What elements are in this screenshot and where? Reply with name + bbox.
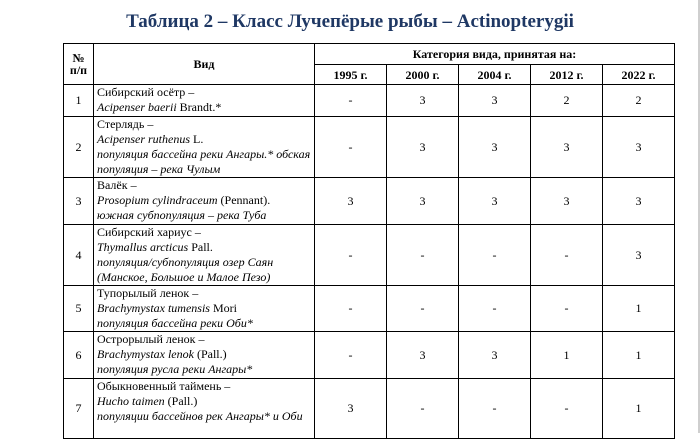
latin-name: Acipenser ruthenus	[97, 132, 190, 146]
population-note: популяция русла реки Ангары*	[97, 362, 253, 376]
category-value: -	[531, 379, 603, 439]
latin-name: Acipenser baerii	[97, 100, 177, 114]
species-name: Сибирский осётр –	[97, 85, 195, 99]
category-value: 3	[459, 117, 531, 178]
category-value: -	[459, 286, 531, 332]
table-row	[64, 178, 675, 225]
category-value: -	[315, 117, 387, 178]
category-value: 1	[603, 332, 675, 379]
author-name: (Pennant).	[217, 193, 271, 207]
species-cell	[94, 286, 315, 332]
category-value: 3	[387, 332, 459, 379]
species-name: Сибирский хариус –	[97, 225, 201, 239]
category-value: 1	[603, 286, 675, 332]
category-value: 3	[387, 117, 459, 178]
category-value: 2	[603, 85, 675, 117]
species-table	[63, 43, 675, 439]
species-cell	[94, 379, 315, 439]
row-number: 6	[64, 332, 94, 379]
row-number: 2	[64, 117, 94, 178]
category-value: -	[459, 379, 531, 439]
category-value: -	[387, 379, 459, 439]
header-year: 1995 г.	[315, 65, 387, 85]
header-category: Категория вида, принятая на:	[315, 44, 675, 65]
category-value: 1	[603, 379, 675, 439]
population-note: популяция/субпопуляция озер Саян (Манское, Большое и Малое Пезо)	[97, 255, 274, 284]
table-body	[64, 85, 675, 439]
table-row	[64, 85, 675, 117]
row-number: 5	[64, 286, 94, 332]
header-number: № п/п	[64, 44, 94, 85]
species-cell	[94, 178, 315, 225]
header-year: 2000 г.	[387, 65, 459, 85]
category-value: 1	[531, 332, 603, 379]
species-name: Стерлядь –	[97, 117, 154, 131]
category-value: 3	[459, 85, 531, 117]
population-note: южная субпопуляция – река Туба	[97, 208, 267, 222]
species-cell	[94, 117, 315, 178]
latin-name: Brachymystax lenok	[97, 347, 194, 361]
table-row	[64, 225, 675, 286]
species-name: Валёк –	[97, 178, 137, 192]
author-name: L.	[189, 132, 204, 146]
species-name: Тупорылый ленок –	[97, 286, 199, 300]
latin-name: Brachymystax tumensis	[97, 301, 210, 315]
category-value: 3	[603, 225, 675, 286]
category-value: -	[387, 225, 459, 286]
category-value: 3	[387, 178, 459, 225]
table-title: Таблица 2 – Класс Лучепёрые рыбы – Actinopterygii	[126, 11, 574, 32]
category-value: -	[531, 225, 603, 286]
species-cell	[94, 332, 315, 379]
table-row	[64, 379, 675, 439]
species-cell	[94, 85, 315, 117]
row-number: 1	[64, 85, 94, 117]
row-number: 3	[64, 178, 94, 225]
author-name: Brandt.*	[176, 100, 222, 114]
category-value: 3	[531, 178, 603, 225]
category-value: -	[315, 332, 387, 379]
row-number: 7	[64, 379, 94, 439]
category-value: 3	[315, 178, 387, 225]
category-value: 3	[531, 117, 603, 178]
category-value: -	[387, 286, 459, 332]
category-value: 3	[603, 178, 675, 225]
species-cell	[94, 225, 315, 286]
category-value: -	[315, 225, 387, 286]
table-row	[64, 286, 675, 332]
species-name: Обыкновенный таймень –	[97, 379, 231, 393]
latin-name: Hucho taimen	[97, 394, 165, 408]
category-value: -	[315, 85, 387, 117]
category-value: 3	[315, 379, 387, 439]
population-note: популяции бассейнов рек Ангары* и Оби	[97, 409, 303, 423]
category-value: 2	[531, 85, 603, 117]
table-row	[64, 117, 675, 178]
author-name: (Pall.)	[193, 347, 227, 361]
category-value: 3	[459, 332, 531, 379]
row-number: 4	[64, 225, 94, 286]
species-name: Острорылый ленок –	[97, 332, 205, 346]
header-species: Вид	[94, 44, 315, 85]
category-value: -	[459, 225, 531, 286]
latin-name: Prosopium cylindraceum	[97, 193, 218, 207]
category-value: 3	[387, 85, 459, 117]
category-value: -	[315, 286, 387, 332]
population-note: популяция бассейна реки Оби*	[97, 316, 253, 330]
header-year: 2022 г.	[603, 65, 675, 85]
table-row	[64, 332, 675, 379]
author-name: Pall.	[188, 240, 213, 254]
category-value: 3	[459, 178, 531, 225]
category-value: -	[531, 286, 603, 332]
population-note: популяция бассейна реки Ангары.* обская популяция – река Чулым	[97, 147, 311, 176]
author-name: (Pall.)	[164, 394, 198, 408]
author-name: Mori	[209, 301, 237, 315]
header-year: 2012 г.	[531, 65, 603, 85]
header-year: 2004 г.	[459, 65, 531, 85]
category-value: 3	[603, 117, 675, 178]
latin-name: Thymallus arcticus	[97, 240, 189, 254]
